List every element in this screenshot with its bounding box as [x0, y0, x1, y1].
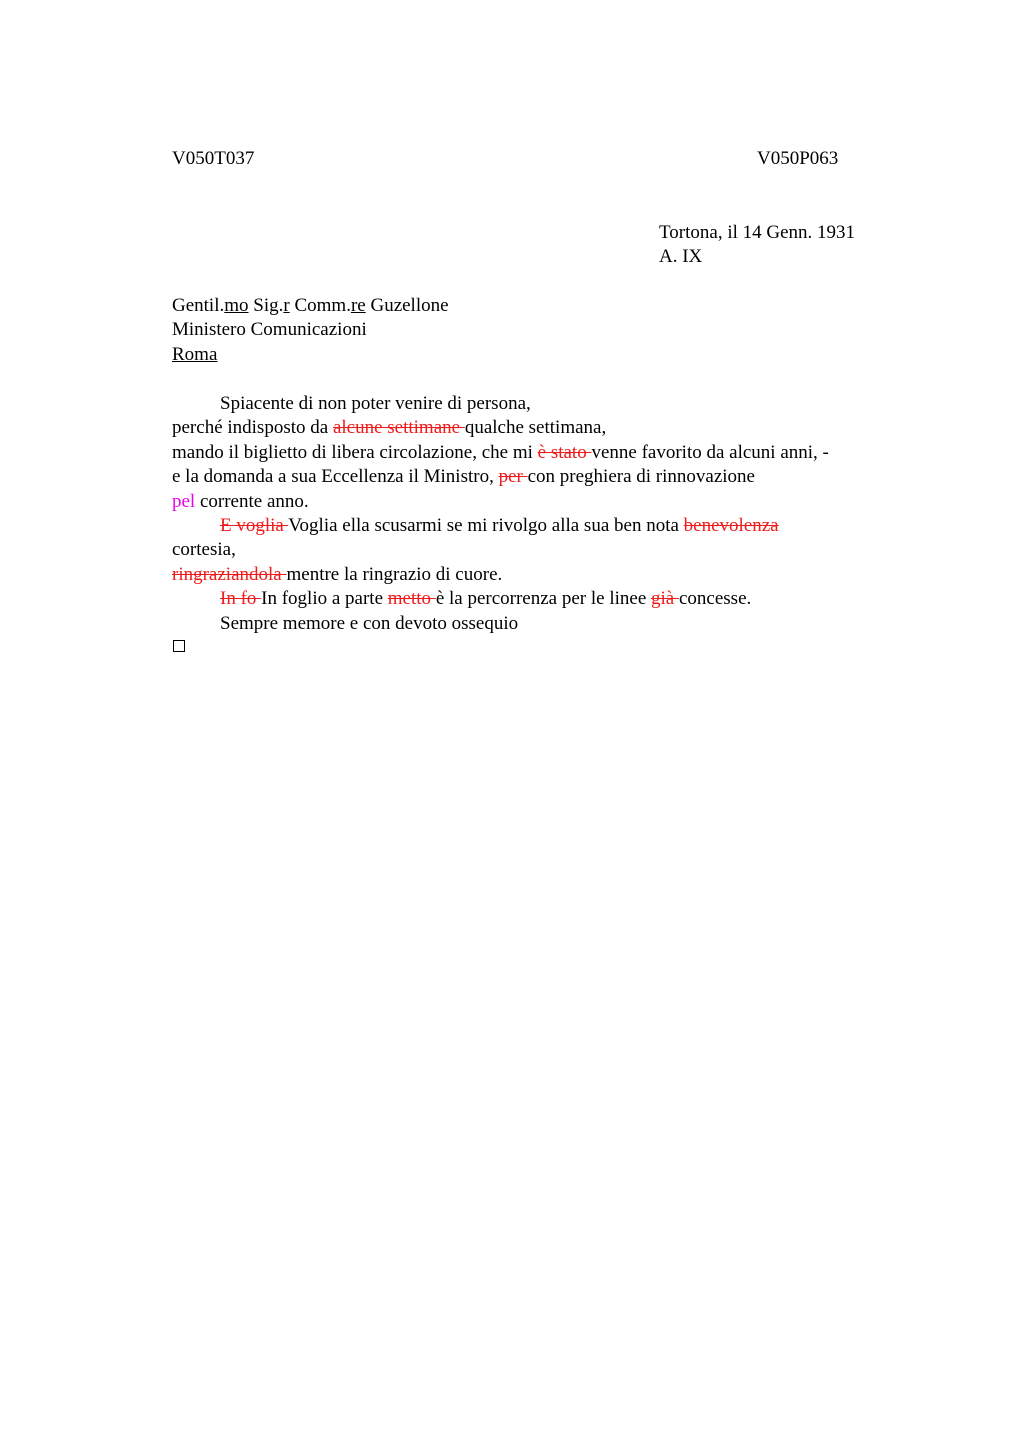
left-code: V050T037 [172, 148, 255, 169]
addressee-city: Roma [172, 344, 218, 365]
body-line-1: Spiacente di non poter venire di persona, [220, 393, 531, 414]
deletion: E voglia [220, 515, 289, 536]
text-segment: In foglio a parte [261, 588, 388, 609]
text-segment: qualche settimana, [464, 417, 607, 438]
text-segment: è la percorrenza per le linee [435, 588, 652, 609]
deletion: benevolenza [683, 515, 779, 536]
text-segment: concesse. [678, 588, 752, 609]
deletion: metto [387, 588, 436, 609]
body-line-9 [220, 587, 751, 611]
text-segment: mentre la ringrazio di cuore. [286, 564, 503, 585]
text-segment: e la domanda a sua Eccellenza il Ministro, [172, 466, 499, 487]
closing-line: Sempre memore e con devoto ossequio [220, 613, 519, 634]
place-date: Tortona, il 14 Genn. 1931 [659, 222, 856, 243]
deletion: per [498, 466, 528, 487]
body-line-2 [172, 416, 606, 440]
text-segment: Comm. [289, 295, 351, 316]
superscript-abbrev: re [350, 295, 366, 316]
text-segment: Guzellone [365, 295, 449, 316]
deletion: In fo [220, 588, 262, 609]
addressee-line-1 [172, 294, 449, 318]
empty-box-glyph [173, 640, 185, 652]
text-segment: perché indisposto da [172, 417, 333, 438]
addressee-line-2: Ministero Comunicazioni [172, 319, 367, 340]
deletion: già [651, 588, 679, 609]
text-segment: Voglia ella scusarmi se mi rivolgo alla sua ben nota [288, 515, 684, 536]
body-line-6 [220, 514, 779, 538]
insertion: pel [172, 491, 196, 512]
era: A. IX [659, 246, 703, 267]
superscript-abbrev: r [283, 295, 290, 316]
body-line-4 [172, 465, 755, 489]
body-line-7: cortesia, [172, 539, 236, 560]
text-segment: Sig. [248, 295, 284, 316]
deletion: alcune settimane [332, 417, 465, 438]
deletion: è stato [537, 442, 592, 463]
deletion: ringraziandola [172, 564, 287, 585]
text-segment: Gentil. [172, 295, 225, 316]
text-segment: con preghiera di rinnovazione [527, 466, 755, 487]
text-segment: corrente anno. [195, 491, 309, 512]
body-line-5 [172, 490, 309, 514]
body-line-3 [172, 441, 829, 465]
body-line-8 [172, 563, 502, 587]
text-segment: mando il biglietto di libera circolazione, che mi [172, 442, 538, 463]
right-code: V050P063 [757, 148, 839, 169]
superscript-abbrev: mo [224, 295, 249, 316]
text-segment: venne favorito da alcuni anni, - [591, 442, 829, 463]
